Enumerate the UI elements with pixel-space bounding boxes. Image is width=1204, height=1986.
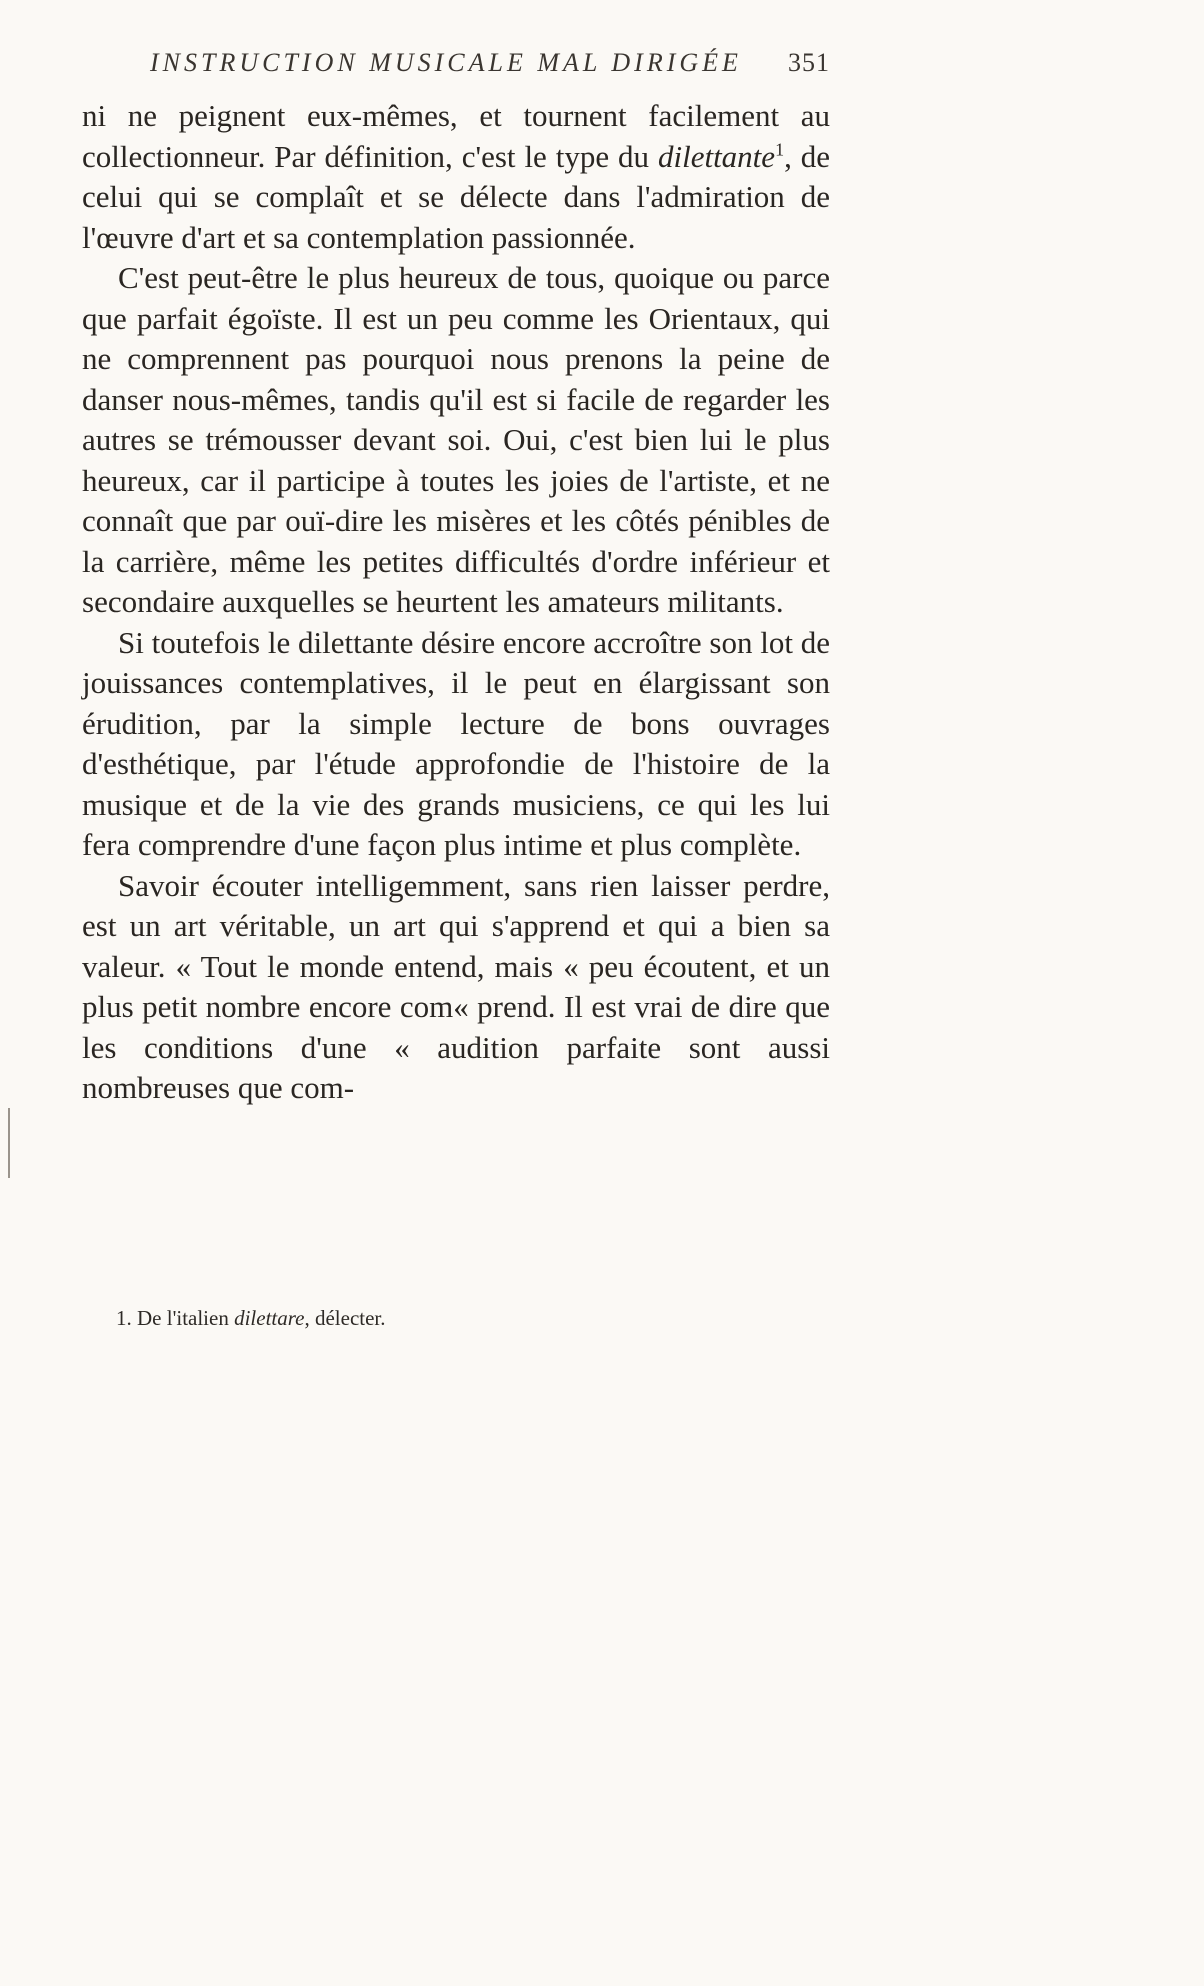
paragraph-1-text-end: , de celui qui se complaît et se délecte dans l'admiration de l'œuvre d'art et sa contemplation passionnée. bbox=[82, 138, 830, 255]
main-text bbox=[82, 96, 830, 1109]
dilettante-term: dilettante bbox=[657, 138, 776, 174]
paragraph-2: C'est peut-être le plus heureux de tous, quoique ou parce que parfait égoïste. Il est un peu comme les Orientaux, qui ne comprennent pas pourquoi nous prenons la peine de danser nous-mêmes, tandis qu'il est si facile de regarder les autres se trémousser devant soi. Oui, c'est bien lui le plus heureux, car il participe à toutes les joies de l'artiste, et ne connaît que par ouï-dire les misères et les côtés pénibles de la carrière, même les petites difficultés d'ordre inférieur et secondaire auxquelles se heurtent les amateurs militants. bbox=[82, 260, 830, 619]
paragraph-4: Savoir écouter intelligemment, sans rien laisser perdre, est un art véritable, un art qui s'apprend et qui a bien sa valeur. « Tout le monde entend, mais « peu écoutent, et un plus petit nombre encore com« prend. Il est vrai de dire que les conditions d'une « audition parfaite sont aussi nombreuses que com- bbox=[82, 867, 830, 1105]
paragraph-3: Si toutefois le dilettante désire encore accroître son lot de jouissances contemplatives, il le peut en élargissant son érudition, par la simple lecture de bons ouvrages d'esthétique, par l'étude approfondie de l'histoire de la musique et de la vie des grands musiciens, ce qui les lui fera comprendre d'une façon plus intime et plus complète. bbox=[82, 624, 830, 862]
paragraph-1 bbox=[82, 96, 830, 258]
footnote-text: De l'italien bbox=[137, 1306, 235, 1330]
page-number: 351 bbox=[788, 48, 830, 77]
footnote-italic-term: dilettare bbox=[234, 1306, 305, 1330]
margin-rule bbox=[8, 1108, 10, 1178]
footnote bbox=[116, 1304, 830, 1332]
paragraph-1-text: ni ne peignent eux-mêmes, et tournent facilement au collectionneur. Par définition, c'est le type du bbox=[82, 98, 830, 174]
footnote-reference: 1 bbox=[775, 139, 785, 160]
running-header bbox=[150, 48, 830, 88]
footnote-text-end: , délecter. bbox=[304, 1306, 386, 1330]
footnote-number: 1. bbox=[116, 1306, 132, 1330]
running-title: INSTRUCTION MUSICALE MAL DIRIGÉE bbox=[150, 48, 742, 77]
